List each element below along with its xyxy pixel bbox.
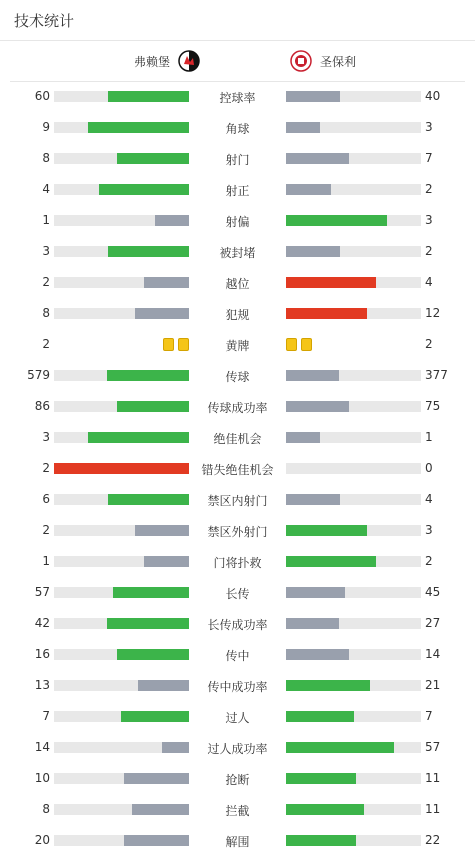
stat-row bbox=[0, 143, 475, 174]
stat-label: 过人 bbox=[225, 711, 250, 725]
stat-label: 长传 bbox=[225, 587, 250, 601]
stat-row bbox=[0, 732, 475, 763]
stat-label: 射门 bbox=[225, 153, 250, 167]
home-bar-fill bbox=[117, 153, 189, 164]
home-bar-fill bbox=[88, 432, 189, 443]
home-bar-fill bbox=[144, 556, 189, 567]
home-bar-track bbox=[54, 153, 189, 164]
away-bar-fill bbox=[286, 711, 354, 722]
home-value: 57 bbox=[34, 585, 50, 599]
away-bar-track bbox=[286, 804, 421, 815]
stat-label: 门将扑救 bbox=[213, 556, 262, 570]
home-value: 579 bbox=[27, 368, 50, 382]
home-bar-track bbox=[54, 308, 189, 319]
home-bar-fill bbox=[54, 463, 189, 474]
away-bar-track bbox=[286, 525, 421, 536]
home-value: 3 bbox=[42, 244, 50, 258]
away-value: 2 bbox=[425, 337, 433, 351]
stat-label: 黄牌 bbox=[225, 339, 250, 353]
stat-row bbox=[0, 608, 475, 639]
away-bar-track bbox=[286, 463, 421, 474]
stat-label: 传中成功率 bbox=[207, 680, 268, 694]
st-pauli-logo-icon bbox=[290, 50, 312, 72]
away-team-name: 圣保利 bbox=[320, 54, 357, 69]
away-bar-track bbox=[286, 184, 421, 195]
stat-label: 过人成功率 bbox=[207, 742, 268, 756]
home-bar-track bbox=[54, 587, 189, 598]
home-bar-fill bbox=[144, 277, 189, 288]
stat-row bbox=[0, 329, 475, 360]
home-bar-fill bbox=[162, 742, 189, 753]
yellow-card-icon bbox=[163, 338, 174, 351]
away-bar-fill bbox=[286, 277, 376, 288]
away-bar-fill bbox=[286, 742, 394, 753]
away-bar-track bbox=[286, 153, 421, 164]
stat-label: 越位 bbox=[225, 277, 250, 291]
stat-label: 犯规 bbox=[225, 308, 250, 322]
stat-label: 拦截 bbox=[225, 804, 250, 818]
stat-row bbox=[0, 701, 475, 732]
away-bar-track bbox=[286, 401, 421, 412]
home-team-name: 弗赖堡 bbox=[133, 54, 170, 69]
stat-row bbox=[0, 763, 475, 794]
home-value: 13 bbox=[34, 678, 50, 692]
home-bar-fill bbox=[99, 184, 189, 195]
away-value: 4 bbox=[425, 492, 433, 506]
home-value: 60 bbox=[34, 89, 50, 103]
away-bar-fill bbox=[286, 494, 340, 505]
stat-row bbox=[0, 577, 475, 608]
home-bar-track bbox=[54, 370, 189, 381]
home-bar-track bbox=[54, 680, 189, 691]
home-bar-track bbox=[54, 835, 189, 846]
away-value: 0 bbox=[425, 461, 433, 475]
page-title: 技术统计 bbox=[14, 11, 75, 30]
home-yellow-cards bbox=[163, 338, 189, 351]
stat-label: 禁区外射门 bbox=[207, 525, 268, 539]
away-bar-track bbox=[286, 587, 421, 598]
home-bar-track bbox=[54, 184, 189, 195]
home-value: 14 bbox=[34, 740, 50, 754]
home-bar-fill bbox=[108, 91, 189, 102]
away-value: 2 bbox=[425, 182, 433, 196]
stat-label: 解围 bbox=[225, 835, 250, 849]
away-bar-fill bbox=[286, 432, 320, 443]
away-bar-fill bbox=[286, 122, 320, 133]
home-value: 2 bbox=[42, 337, 50, 351]
home-bar-track bbox=[54, 122, 189, 133]
home-bar-fill bbox=[107, 370, 189, 381]
away-bar-track bbox=[286, 122, 421, 133]
away-value: 45 bbox=[425, 585, 441, 599]
away-bar-track bbox=[286, 308, 421, 319]
home-bar-track bbox=[54, 525, 189, 536]
stat-row bbox=[0, 112, 475, 143]
stat-row bbox=[0, 360, 475, 391]
away-bar-fill bbox=[286, 215, 387, 226]
home-bar-track bbox=[54, 277, 189, 288]
stat-label: 长传成功率 bbox=[207, 618, 268, 632]
away-bar-fill bbox=[286, 835, 356, 846]
stat-row bbox=[0, 546, 475, 577]
away-bar-track bbox=[286, 556, 421, 567]
teams-row bbox=[10, 41, 465, 82]
home-bar-track bbox=[54, 463, 189, 474]
home-bar-track bbox=[54, 649, 189, 660]
home-value: 3 bbox=[42, 430, 50, 444]
away-value: 2 bbox=[425, 244, 433, 258]
home-value: 2 bbox=[42, 523, 50, 537]
home-bar-fill bbox=[138, 680, 189, 691]
stat-row bbox=[0, 794, 475, 825]
away-bar-track bbox=[286, 432, 421, 443]
home-bar-track bbox=[54, 432, 189, 443]
home-value: 1 bbox=[42, 554, 50, 568]
away-bar-track bbox=[286, 649, 421, 660]
home-value: 20 bbox=[34, 833, 50, 847]
home-bar-fill bbox=[135, 308, 189, 319]
away-value: 7 bbox=[425, 709, 433, 723]
away-value: 377 bbox=[425, 368, 448, 382]
away-value: 57 bbox=[425, 740, 441, 754]
stat-label: 射偏 bbox=[225, 215, 250, 229]
home-bar-fill bbox=[117, 401, 189, 412]
home-bar-fill bbox=[113, 587, 189, 598]
stat-row bbox=[0, 174, 475, 205]
home-bar-track bbox=[54, 773, 189, 784]
away-value: 3 bbox=[425, 213, 433, 227]
stat-row bbox=[0, 422, 475, 453]
home-value: 42 bbox=[34, 616, 50, 630]
away-bar-track bbox=[286, 835, 421, 846]
home-bar-track bbox=[54, 556, 189, 567]
stat-label: 传中 bbox=[225, 649, 250, 663]
stat-row bbox=[0, 484, 475, 515]
freiburg-logo-icon bbox=[178, 50, 200, 72]
away-value: 75 bbox=[425, 399, 441, 413]
stat-label: 射正 bbox=[225, 184, 250, 198]
away-bar-fill bbox=[286, 91, 340, 102]
away-value: 11 bbox=[425, 802, 441, 816]
stat-row bbox=[0, 236, 475, 267]
home-bar-fill bbox=[124, 773, 189, 784]
away-team[interactable] bbox=[290, 50, 356, 72]
home-bar-fill bbox=[88, 122, 189, 133]
home-value: 8 bbox=[42, 306, 50, 320]
away-bar-track bbox=[286, 742, 421, 753]
away-bar-fill bbox=[286, 246, 340, 257]
home-value: 4 bbox=[42, 182, 50, 196]
away-value: 3 bbox=[425, 120, 433, 134]
home-bar-fill bbox=[108, 246, 189, 257]
home-bar-fill bbox=[117, 649, 189, 660]
home-bar-fill bbox=[135, 525, 189, 536]
away-bar-track bbox=[286, 494, 421, 505]
away-bar-fill bbox=[286, 680, 370, 691]
home-value: 2 bbox=[42, 275, 50, 289]
home-bar-track bbox=[54, 742, 189, 753]
home-value: 8 bbox=[42, 151, 50, 165]
away-bar-track bbox=[286, 773, 421, 784]
away-bar-track bbox=[286, 680, 421, 691]
home-bar-track bbox=[54, 246, 189, 257]
yellow-card-icon bbox=[286, 338, 297, 351]
home-value: 10 bbox=[34, 771, 50, 785]
away-value: 7 bbox=[425, 151, 433, 165]
home-bar-fill bbox=[108, 494, 189, 505]
stat-label: 抢断 bbox=[225, 773, 250, 787]
away-value: 1 bbox=[425, 430, 433, 444]
stat-row bbox=[0, 639, 475, 670]
away-bar-fill bbox=[286, 370, 339, 381]
stat-row bbox=[0, 298, 475, 329]
stat-label: 控球率 bbox=[219, 91, 256, 105]
stat-row bbox=[0, 453, 475, 484]
home-bar-track bbox=[54, 91, 189, 102]
stat-label: 角球 bbox=[225, 122, 250, 136]
home-value: 6 bbox=[42, 492, 50, 506]
stat-label: 传球 bbox=[225, 370, 250, 384]
away-bar-fill bbox=[286, 184, 331, 195]
home-value: 1 bbox=[42, 213, 50, 227]
away-value: 3 bbox=[425, 523, 433, 537]
home-team[interactable] bbox=[134, 50, 200, 72]
away-bar-track bbox=[286, 618, 421, 629]
away-yellow-cards bbox=[286, 338, 312, 351]
away-value: 2 bbox=[425, 554, 433, 568]
home-bar-track bbox=[54, 401, 189, 412]
away-bar-track bbox=[286, 215, 421, 226]
home-value: 86 bbox=[34, 399, 50, 413]
stat-label: 传球成功率 bbox=[207, 401, 268, 415]
away-bar-fill bbox=[286, 587, 345, 598]
home-bar-track bbox=[54, 215, 189, 226]
yellow-card-icon bbox=[301, 338, 312, 351]
away-bar-fill bbox=[286, 773, 356, 784]
home-value: 7 bbox=[42, 709, 50, 723]
home-bar-fill bbox=[121, 711, 189, 722]
stat-row bbox=[0, 81, 475, 112]
away-bar-fill bbox=[286, 649, 349, 660]
away-bar-fill bbox=[286, 804, 364, 815]
home-bar-track bbox=[54, 494, 189, 505]
home-bar-fill bbox=[155, 215, 189, 226]
away-value: 40 bbox=[425, 89, 441, 103]
away-value: 27 bbox=[425, 616, 441, 630]
home-bar-track bbox=[54, 618, 189, 629]
away-bar-track bbox=[286, 277, 421, 288]
away-value: 14 bbox=[425, 647, 441, 661]
away-value: 22 bbox=[425, 833, 441, 847]
away-value: 12 bbox=[425, 306, 441, 320]
stat-row bbox=[0, 267, 475, 298]
away-bar-fill bbox=[286, 525, 367, 536]
stats-header bbox=[0, 0, 475, 41]
home-bar-track bbox=[54, 804, 189, 815]
stat-row bbox=[0, 825, 475, 856]
home-value: 9 bbox=[42, 120, 50, 134]
home-value: 2 bbox=[42, 461, 50, 475]
away-bar-fill bbox=[286, 556, 376, 567]
home-bar-track bbox=[54, 711, 189, 722]
stat-label: 错失绝佳机会 bbox=[201, 463, 274, 477]
away-value: 4 bbox=[425, 275, 433, 289]
stat-row bbox=[0, 515, 475, 546]
away-bar-fill bbox=[286, 153, 349, 164]
stat-row bbox=[0, 205, 475, 236]
stat-row bbox=[0, 670, 475, 701]
stat-label: 禁区内射门 bbox=[207, 494, 268, 508]
away-bar-track bbox=[286, 246, 421, 257]
away-bar-fill bbox=[286, 401, 349, 412]
away-value: 21 bbox=[425, 678, 441, 692]
home-bar-fill bbox=[107, 618, 189, 629]
away-bar-track bbox=[286, 91, 421, 102]
home-value: 16 bbox=[34, 647, 50, 661]
yellow-card-icon bbox=[178, 338, 189, 351]
home-bar-fill bbox=[124, 835, 189, 846]
stat-label: 绝佳机会 bbox=[213, 432, 262, 446]
away-bar-track bbox=[286, 370, 421, 381]
home-bar-fill bbox=[132, 804, 189, 815]
stat-label: 被封堵 bbox=[219, 246, 256, 260]
away-bar-fill bbox=[286, 308, 367, 319]
home-value: 8 bbox=[42, 802, 50, 816]
away-bar-fill bbox=[286, 618, 339, 629]
stat-row bbox=[0, 391, 475, 422]
away-value: 11 bbox=[425, 771, 441, 785]
away-bar-track bbox=[286, 711, 421, 722]
